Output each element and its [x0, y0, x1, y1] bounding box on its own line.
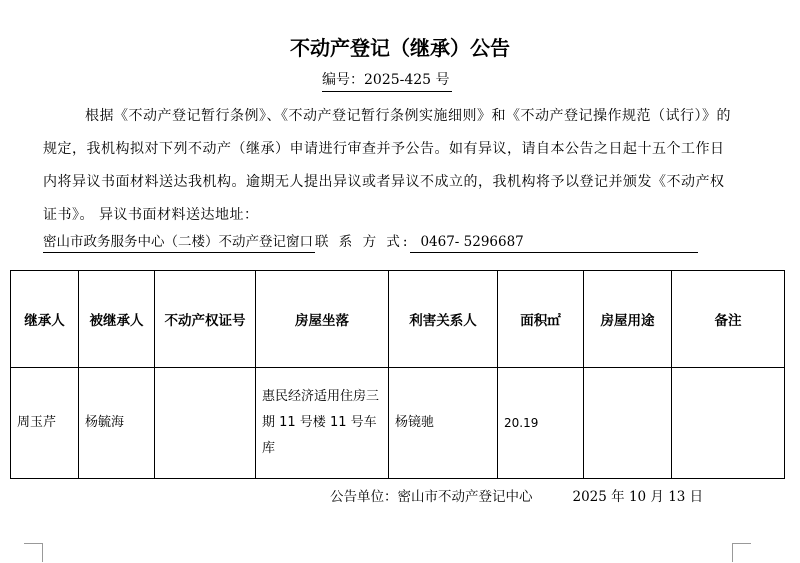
- column-header-area: 面积㎡: [498, 271, 584, 368]
- page-corner-mark-left: [24, 543, 43, 562]
- address-contact-line: [43, 232, 698, 253]
- column-header-heir: 继承人: [11, 271, 79, 368]
- notice-date: 2025 年 10 月 13 日: [572, 489, 704, 505]
- cell-usage: [584, 368, 672, 479]
- column-header-interested-party: 利害关系人: [389, 271, 498, 368]
- table-row: [11, 368, 785, 479]
- notice-body-paragraph: 根据《不动产登记暂行条例》、《不动产登记暂行条例实施细则》和《不动产登记操作规范（试行）》的规定，我机构拟对下列不动产（继承）申请进行审查并予公告。如有异议，请自本公告之日起十五个工作日内将异议书面材料送达我机构。逾期无人提出异议或者异议不成立的，我机构将予以登记并颁发《不动产权证书》。 异议书面材料送达地址：: [43, 108, 731, 223]
- cell-heir: 周玉芹: [11, 368, 79, 479]
- notice-title: 不动产登记（继承）公告: [290, 36, 510, 60]
- notice-table: [10, 270, 785, 479]
- contact-label: 联 系 方 式:: [315, 234, 411, 250]
- cell-cert-no: [155, 368, 256, 479]
- notice-footer: [330, 487, 703, 507]
- column-header-usage: 房屋用途: [584, 271, 672, 368]
- column-header-location: 房屋坐落: [256, 271, 389, 368]
- cell-area: 20.19: [498, 368, 584, 479]
- contact-value: 0467- 5296687: [410, 232, 698, 253]
- cell-decedent: 杨毓海: [79, 368, 155, 479]
- document-number: 编号：2025-425 号: [322, 70, 452, 92]
- table-header-row: [11, 271, 785, 368]
- column-header-decedent: 被继承人: [79, 271, 155, 368]
- column-header-remark: 备注: [672, 271, 785, 368]
- cell-interested-party: 杨镜驰: [389, 368, 498, 479]
- issuer: 公告单位：密山市不动产登记中心: [330, 489, 533, 505]
- column-header-cert-no: 不动产权证号: [155, 271, 256, 368]
- cell-location: 惠民经济适用住房三期 11 号楼 11 号车库: [256, 368, 389, 479]
- cell-remark: [672, 368, 785, 479]
- address-value: 密山市政务服务中心（二楼）不动产登记窗口: [43, 232, 315, 253]
- page-corner-mark-right: [732, 543, 751, 562]
